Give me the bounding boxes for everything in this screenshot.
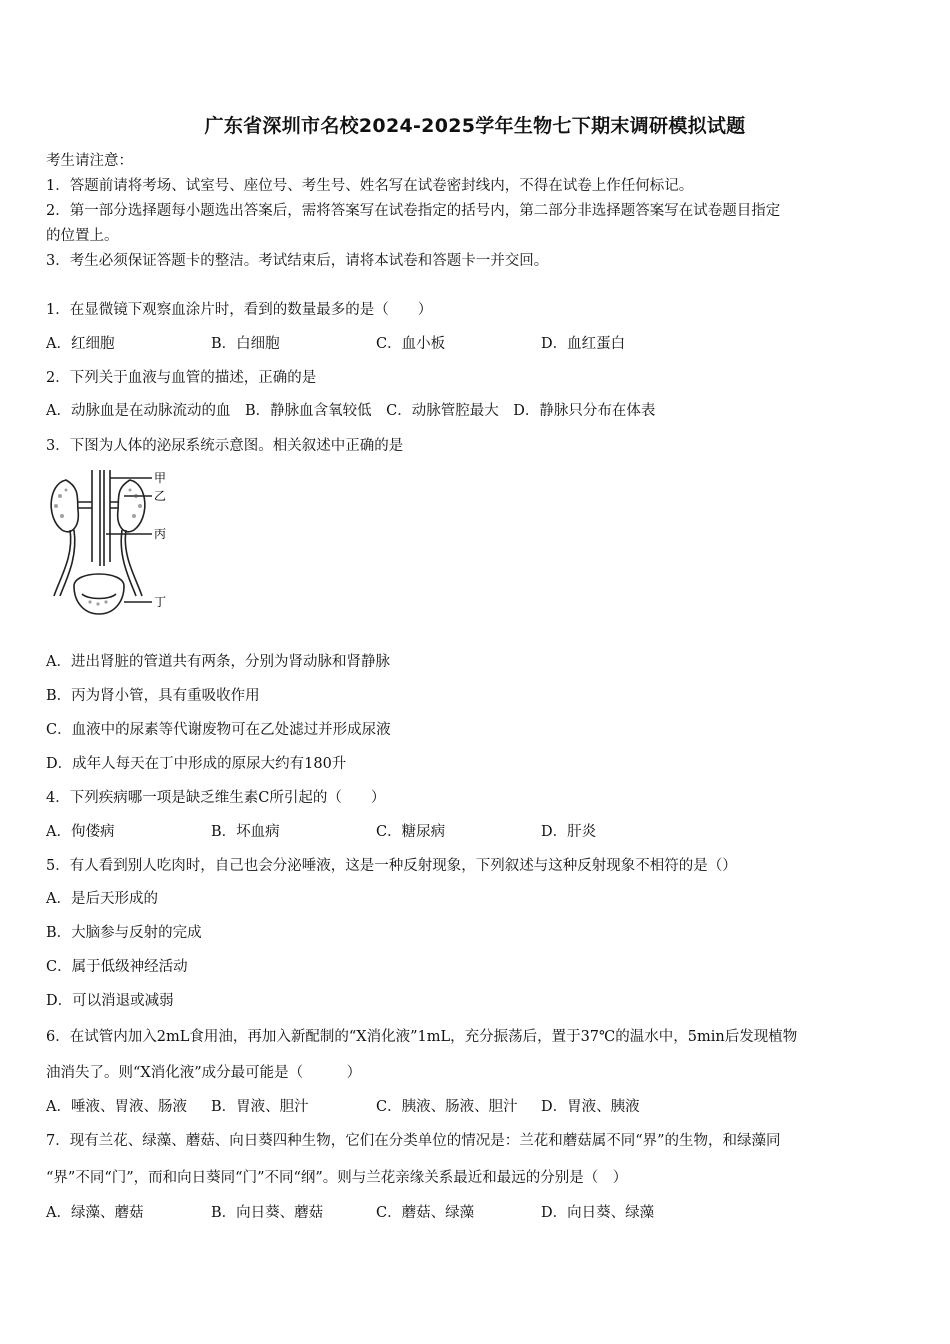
q5-option-b[interactable]: B．大脑参与反射的完成 xyxy=(46,925,202,941)
q3-option-a[interactable]: A．进出肾脏的管道共有两条，分别为肾动脉和肾静脉 xyxy=(46,654,390,670)
q6-option-d[interactable]: D．胃液、胰液 xyxy=(541,1099,640,1115)
q3-option-b[interactable]: B．丙为肾小管，具有重吸收作用 xyxy=(46,688,260,704)
label-bing: 丙 xyxy=(154,527,167,541)
q6-stem-line1: 6．在试管内加入2mL食用油，再加入新配制的“X消化液”1mL，充分振荡后，置于37℃的温水中，5min后发现植物 xyxy=(46,1029,798,1045)
q3-stem: 3．下图为人体的泌尿系统示意图。相关叙述中正确的是 xyxy=(46,438,404,454)
q7-option-a[interactable]: A．绿藻、蘑菇 xyxy=(46,1205,144,1221)
q3-option-d[interactable]: D．成年人每天在丁中形成的原尿大约有180升 xyxy=(46,756,347,772)
q6-option-b[interactable]: B．胃液、胆汁 xyxy=(211,1099,309,1115)
q6-option-a[interactable]: A．唾液、胃液、肠液 xyxy=(46,1099,187,1115)
q1-option-c[interactable]: C．血小板 xyxy=(376,336,446,352)
q1-option-a[interactable]: A．红细胞 xyxy=(46,336,115,352)
q1-option-b[interactable]: B．白细胞 xyxy=(211,336,280,352)
q7-option-c[interactable]: C．蘑菇、绿藻 xyxy=(376,1205,475,1221)
label-ding: 丁 xyxy=(154,595,167,609)
q1-stem: 1．在显微镜下观察血涂片时，看到的数量最多的是（ ） xyxy=(46,302,433,318)
q2-options[interactable]: A．动脉血是在动脉流动的血 B．静脉血含氧较低 C．动脉管腔最大 D．静脉只分布在体表 xyxy=(46,403,656,419)
q4-stem: 4．下列疾病哪一项是缺乏维生素C所引起的（ ） xyxy=(46,790,386,806)
q5-option-d[interactable]: D．可以消退或减弱 xyxy=(46,993,174,1009)
page-title: 广东省深圳市名校2024-2025学年生物七下期末调研模拟试题 xyxy=(204,115,746,137)
q7-stem-line1: 7．现有兰花、绿藻、蘑菇、向日葵四种生物，它们在分类单位的情况是：兰花和蘑菇属不同“界”的生物，和绿藻同 xyxy=(46,1133,781,1149)
label-jia: 甲 xyxy=(154,471,167,485)
q6-stem-line2: 油消失了。则“X消化液”成分最可能是（ ） xyxy=(46,1065,362,1081)
q5-option-c[interactable]: C．属于低级神经活动 xyxy=(46,959,188,975)
q4-option-b[interactable]: B．坏血病 xyxy=(211,824,280,840)
notice-item-2-cont: 的位置上。 xyxy=(46,228,119,244)
notice-item-1: 1．答题前请将考场、试室号、座位号、考生号、姓名写在试卷密封线内，不得在试卷上作任何标记。 xyxy=(46,178,694,194)
notice-item-2: 2．第一部分选择题每小题选出答案后，需将答案写在试卷指定的括号内，第二部分非选择题答案写在试卷题目指定 xyxy=(46,203,781,219)
q3-option-c[interactable]: C．血液中的尿素等代谢废物可在乙处滤过并形成尿液 xyxy=(46,722,391,738)
q2-stem: 2．下列关于血液与血管的描述，正确的是 xyxy=(46,370,317,386)
q6-option-c[interactable]: C．胰液、肠液、胆汁 xyxy=(376,1099,518,1115)
q4-option-c[interactable]: C．糖尿病 xyxy=(376,824,446,840)
notice-heading: 考生请注意： xyxy=(46,153,133,169)
q5-option-a[interactable]: A．是后天形成的 xyxy=(46,891,158,907)
notice-item-3: 3．考生必须保证答题卡的整洁。考试结束后，请将本试卷和答题卡一并交回。 xyxy=(46,253,549,269)
q4-option-d[interactable]: D．肝炎 xyxy=(541,824,597,840)
label-yi: 乙 xyxy=(154,489,167,503)
q1-option-d[interactable]: D．血红蛋白 xyxy=(541,336,626,352)
q4-option-a[interactable]: A．佝偻病 xyxy=(46,824,115,840)
q7-option-d[interactable]: D．向日葵、绿藻 xyxy=(541,1205,655,1221)
q7-option-b[interactable]: B．向日葵、蘑菇 xyxy=(211,1205,324,1221)
q5-stem: 5．有人看到别人吃肉时，自己也会分泌唾液，这是一种反射现象，下列叙述与这种反射现象不相符的是（） xyxy=(46,858,737,874)
q7-stem-line2: “界”不同“门”，而和向日葵同“门”不同“纲”。则与兰花亲缘关系最近和最远的分别是（ ） xyxy=(46,1170,628,1186)
urinary-system-diagram xyxy=(44,466,194,626)
